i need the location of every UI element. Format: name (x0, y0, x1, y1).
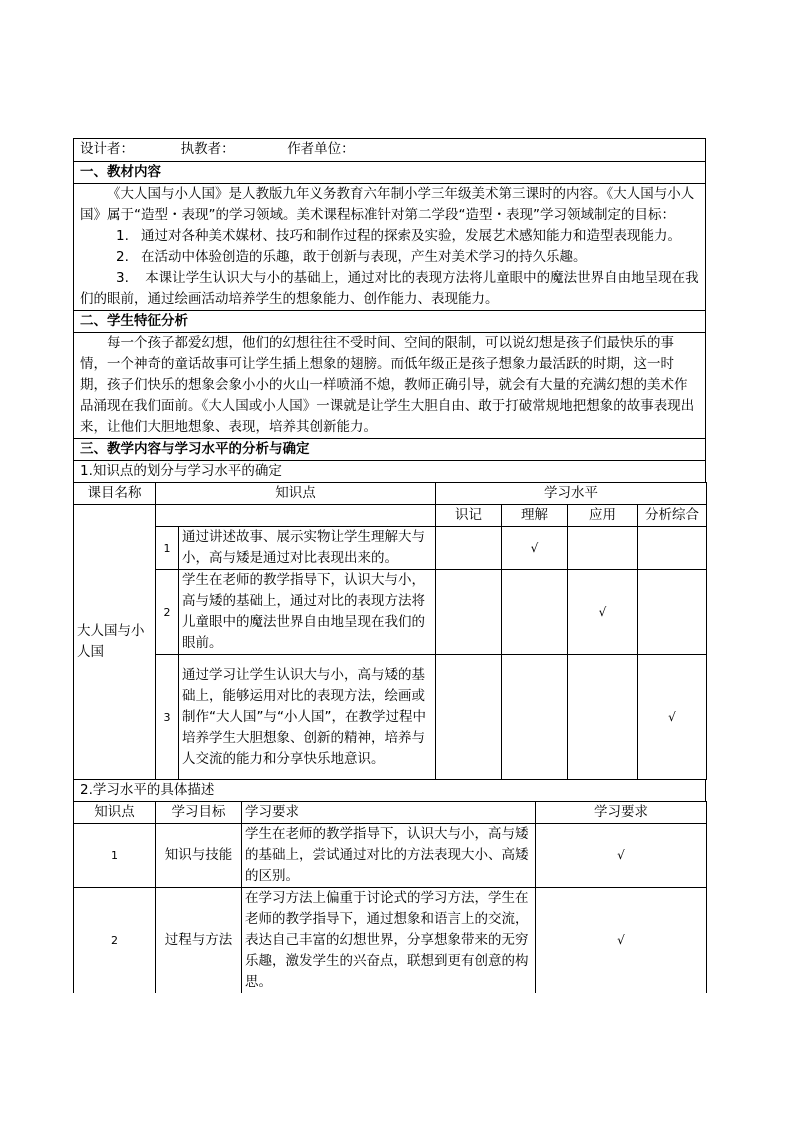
header-requirement: 学习要求 (242, 802, 536, 824)
level-understand: 理解 (502, 505, 568, 527)
unit-label: 作者单位： (287, 141, 355, 157)
requirement-text: 在学习方法上偏重于讨论式的学习方法，学生在老师的教学指导下，通过想象和语言上的交流，表达自己丰富的幻想世界，分享想象带来的无穷乐趣，激发学生的兴奋点，联想到更有创意的构思。 (242, 888, 536, 994)
mark-cell (638, 570, 707, 655)
teacher-label: 执教者： (180, 141, 235, 157)
mark-cell: √ (568, 570, 638, 655)
document-page (73, 138, 706, 993)
section3-subtitle-1: 1.知识点的划分与学习水平的确定 (73, 460, 706, 482)
section2-body (73, 332, 706, 438)
section3-title: 三、教学内容与学习水平的分析与确定 (73, 438, 706, 460)
mark-cell: √ (536, 888, 707, 994)
requirement-text: 学生在老师的教学指导下，认识大与小，高与矮的基础上，尝试通过对比的方法表现大小、高矮的区别。 (242, 824, 536, 888)
mark-cell (568, 655, 638, 780)
designer-label: 设计者： (80, 141, 134, 157)
learning-level-header: 学习水平 (436, 483, 707, 505)
course-name-cell (74, 505, 156, 780)
knowledge-text: 通过讲述故事、展示实物让学生理解大与小，高与矮是通过对比表现出来的。 (179, 527, 436, 570)
section1-paragraph: 《大人国与小人国》是人教版九年义务教育六年制小学三年级美术第三课时的内容。《大人国与小人国》属于“造型・表现”的学习领域。美术课程标准针对第二学段“造型・表现”学习领域制定的目标： (80, 186, 695, 223)
table-row (74, 655, 707, 780)
table-header-row (74, 483, 707, 505)
mark-cell (568, 527, 638, 570)
row-number: 2 (156, 570, 179, 655)
empty-cell (156, 505, 436, 527)
table-row (74, 888, 707, 994)
mark-cell: √ (536, 824, 707, 888)
mark-cell (502, 570, 568, 655)
goal-text: 知识与技能 (156, 824, 242, 888)
item-number: 1. (116, 228, 129, 244)
section1-item-3 (80, 268, 699, 310)
item-number: 3. (116, 270, 129, 286)
header-knowledge: 知识点 (74, 802, 156, 824)
course-name-header: 课目名称 (74, 483, 156, 505)
level-apply: 应用 (568, 505, 638, 527)
header-goal: 学习目标 (156, 802, 242, 824)
table-row (74, 570, 707, 655)
section3-subtitle-2: 2.学习水平的具体描述 (73, 780, 706, 801)
section1-body (73, 183, 706, 310)
mark-cell (502, 655, 568, 780)
table-level-row (74, 505, 707, 527)
mark-cell (436, 527, 502, 570)
header-row (73, 138, 706, 161)
section1-item-2 (80, 247, 699, 268)
section1-title: 一、教材内容 (73, 161, 706, 183)
knowledge-point-header: 知识点 (156, 483, 436, 505)
knowledge-text: 通过学习让学生认识大与小，高与矮的基础上，能够运用对比的表现方法，绘画或制作“大人国”与“小人国”，在教学过程中培养学生大胆想象、创新的精神，培养与人交流的能力和分享快乐地意识。 (179, 655, 436, 780)
section2-title: 二、学生特征分析 (73, 310, 706, 332)
item-text: 本课让学生认识大与小的基础上，通过对比的表现方法将儿童眼中的魔法世界自由地呈现在我们的眼前，通过绘画活动培养学生的想象能力、创作能力、表现能力。 (80, 270, 699, 307)
mark-cell (436, 570, 502, 655)
knowledge-level-table (73, 482, 707, 780)
row-number: 1 (74, 824, 156, 888)
level-description-table (73, 801, 707, 993)
row-number: 3 (156, 655, 179, 780)
table-row (74, 527, 707, 570)
level-analyze: 分析综合 (638, 505, 707, 527)
section1-item-1 (80, 226, 699, 247)
header-requirement-2: 学习要求 (536, 802, 707, 824)
course-name: 大人国与小人国 (77, 623, 145, 660)
mark-cell: √ (502, 527, 568, 570)
mark-cell (638, 527, 707, 570)
mark-cell: √ (638, 655, 707, 780)
section2-paragraph: 每一个孩子都爱幻想，他们的幻想往往不受时间、空间的限制，可以说幻想是孩子们最快乐的事情，一个神奇的童话故事可让学生插上想象的翅膀。而低年级正是孩子想象力最活跃的时期，这一时期，孩子们快乐的想象会象小小的火山一样喷涌不熄，教师正确引导，就会有大量的充满幻想的美术作品涌现在我们面前。《大人国或小人国》一课就是让学生大胆自由、敢于打破常规地把想象的故事表现出来，让他们大胆地想象、表现，培养其创新能力。 (80, 335, 695, 435)
item-text: 在活动中体验创造的乐趣，敢于创新与表现，产生对美术学习的持久乐趣。 (141, 249, 587, 265)
item-text: 通过对各种美术媒材、技巧和制作过程的探索及实验，发展艺术感知能力和造型表现能力。 (141, 228, 681, 244)
mark-cell (436, 655, 502, 780)
row-number: 2 (74, 888, 156, 994)
knowledge-text: 学生在老师的教学指导下，认识大与小，高与矮的基础上，通过对比的表现方法将儿童眼中的魔法世界自由地呈现在我们的眼前。 (179, 570, 436, 655)
item-number: 2. (116, 249, 129, 265)
level-memorize: 识记 (436, 505, 502, 527)
goal-text: 过程与方法 (156, 888, 242, 994)
table-header-row (74, 802, 707, 824)
table-row (74, 824, 707, 888)
row-number: 1 (156, 527, 179, 570)
